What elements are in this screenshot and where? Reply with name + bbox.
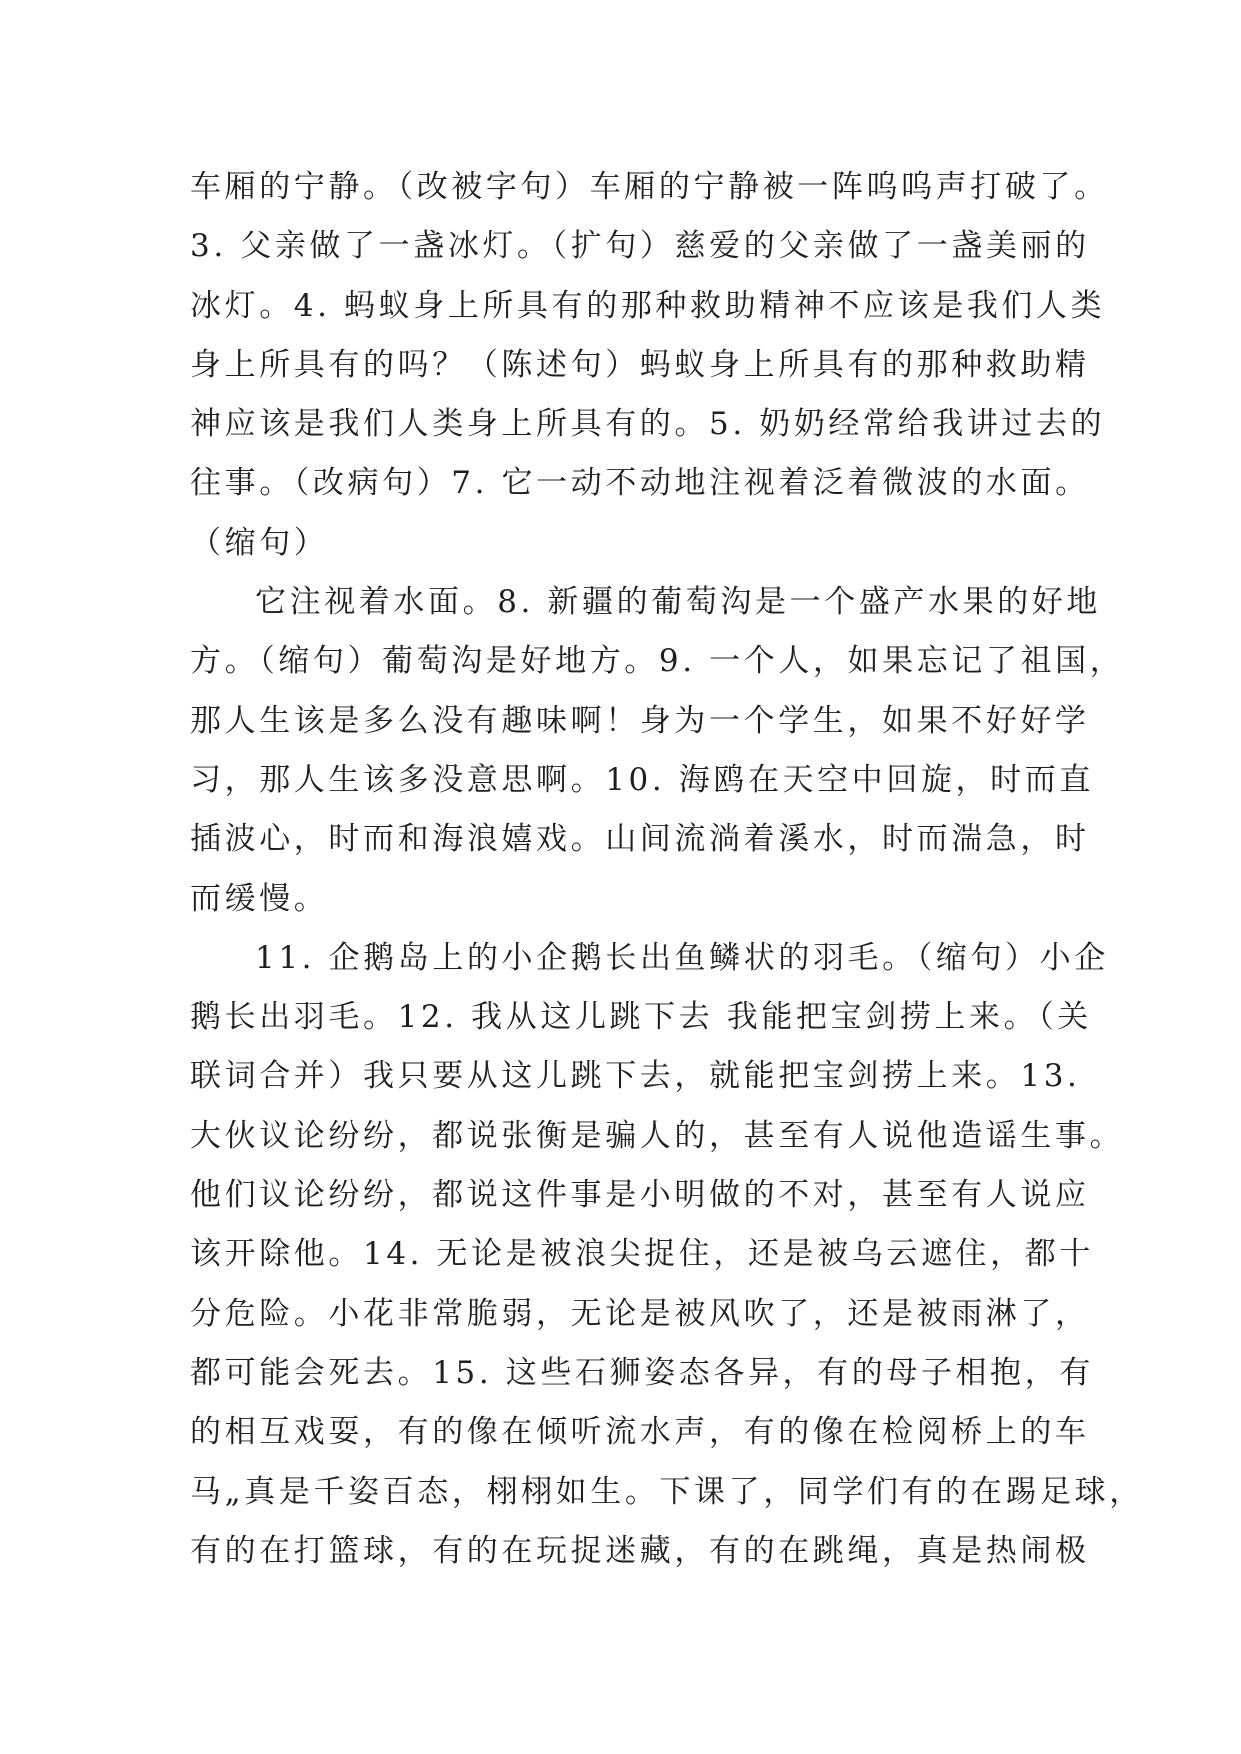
text-line: 习，那人生该多没意思啊。10. 海鸥在天空中回旋，时而直 — [190, 761, 1094, 798]
text-line: 方。（缩句）葡萄沟是好地方。9. 一个人，如果忘记了祖国， — [190, 643, 1125, 680]
text-line: 3. 父亲做了一盏冰灯。（扩句）慈爱的父亲做了一盏美丽的 — [190, 228, 1090, 265]
text-line: 有的在打篮球，有的在玩捉迷藏，有的在跳绳，真是热闹极 — [190, 1532, 1090, 1569]
text-line: 鹅长出羽毛。12. 我从这儿跳下去 我能把宝剑捞上来。（关 — [190, 999, 1092, 1036]
body-text — [190, 158, 1144, 1581]
text-line: 大伙议论纷纷，都说张衡是骗人的，甚至有人说他造谣生事。 — [190, 1117, 1125, 1154]
text-line: 马„真是千姿百态，栩栩如生。下课了，同学们有的在踢足球， — [190, 1473, 1144, 1510]
text-line: 的相互戏耍，有的像在倾听流水声，有的像在检阅桥上的车 — [190, 1414, 1090, 1451]
text-line: 神应该是我们人类身上所具有的。5. 奶奶经常给我讲过去的 — [190, 406, 1106, 443]
text-line: 11. 企鹅岛上的小企鹅长出鱼鳞状的羽毛。（缩句）小企 — [255, 939, 1109, 976]
text-line: （缩句） — [190, 524, 329, 561]
text-line: 分危险。小花非常脆弱，无论是被风吹了，还是被雨淋了， — [190, 1295, 1090, 1332]
text-line: 都可能会死去。15. 这些石狮姿态各异，有的母子相抱，有 — [190, 1354, 1094, 1391]
text-line: 插波心，时而和海浪嬉戏。山间流淌着溪水，时而湍急，时 — [190, 821, 1090, 858]
text-line: 那人生该是多么没有趣味啊！身为一个学生，如果不好好学 — [190, 702, 1090, 739]
text-line: 它注视着水面。8. 新疆的葡萄沟是一个盛产水果的好地 — [255, 584, 1102, 621]
text-line: 他们议论纷纷，都说这件事是小明做的不对，甚至有人说应 — [190, 1177, 1090, 1214]
text-line: 身上所具有的吗？（陈述句）蚂蚁身上所具有的那种救助精 — [190, 346, 1090, 383]
text-line: 该开除他。14. 无论是被浪尖捉住，还是被乌云遮住，都十 — [190, 1236, 1094, 1273]
text-line: 冰灯。4. 蚂蚁身上所具有的那种救助精神不应该是我们人类 — [190, 287, 1106, 324]
text-line: 而缓慢。 — [190, 880, 329, 917]
text-line: 车厢的宁静。（改被字句）车厢的宁静被一阵呜呜声打破了。 — [190, 169, 1109, 205]
text-line: 往事。（改病句）7. 它一动不动地注视着泛着微波的水面。 — [190, 465, 1090, 502]
text-line: 联词合并）我只要从这儿跳下去，就能把宝剑捞上来。13. — [190, 1058, 1081, 1095]
